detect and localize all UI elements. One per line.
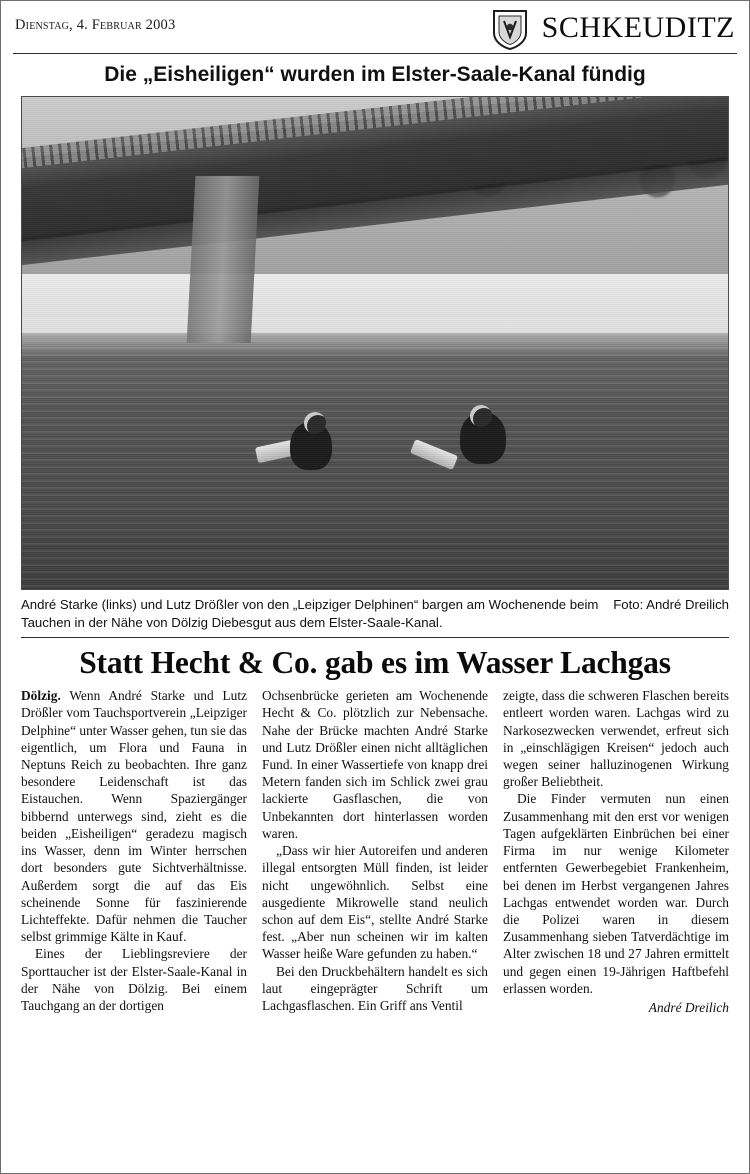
- paper-title: SCHKEUDITZ: [541, 11, 735, 44]
- publication-date: Dienstag, 4. Februar 2003: [15, 17, 176, 33]
- article-byline: André Dreilich: [648, 1000, 729, 1016]
- photo-bridge-pier: [187, 176, 259, 343]
- article-paragraph: „Dass wir hier Autoreifen und anderen illegal entsorgten Müll finden, ist leider nicht ungewöhnlich. Selbst eine ausgediente Mikrowelle stand neulich schon auf dem Eis“, stellte André Starke fest. „Aber nun scheinen wir im kalten Wasser heiße Ware gefunden zu haben.“: [262, 843, 488, 962]
- photo-caption-text: André Starke (links) und Lutz Drößler von den „Leipziger Delphinen“ bargen am Wochenende beim Tauchen in der Nähe von Dölzig Diebesgut aus dem Elster-Saale-Kanal.: [21, 597, 599, 630]
- masthead-divider: [13, 53, 737, 54]
- article-paragraph: Ochsenbrücke gerieten am Wochenende Hecht & Co. plötzlich zur Nebensache. Nahe der Brücke machten André Starke und Lutz Drößler einen nicht alltäglichen Fund. In einer Wassertiefe von knapp drei Metern fanden sich im Schlick zwei grau lackierte Gasflaschen, die von Unbekannten dort hinterlassen worden waren.: [262, 688, 488, 841]
- article-paragraph-text: Wenn André Starke und Lutz Drößler vom Tauchsportverein „Leipziger Delphine“ unter Wasser gehen, tun sie das eigentlich, um Flora und Fauna in Neptuns Reich zu beobachten. Ihre ganz besondere Leidenschaft ist das Eistauchen. Wenn Spaziergänger bibbernd unterwegs sind, zieht es die beiden „Eisheiligen“ geradezu magisch ins Wasser, denn im Winter herrschen dort besonders gute Sichtverhältnisse. Außerdem sorgt die auf das Eis scheinende Sonne für faszinierende Lichteffekte. Dafür nehmen die Taucher selbst grimmige Kälte in Kauf.: [21, 688, 247, 945]
- article-paragraph: zeigte, dass die schweren Flaschen bereits entleert worden waren. Lachgas wird zu Narkosezwecken verwendet, erfreut sich in „einschlägigen Kreisen“ jedoch auch wegen seiner halluzinogenen Wirkung großer Beliebtheit.: [503, 688, 729, 790]
- photo-water-ripples: [22, 333, 728, 589]
- caption-divider: [21, 637, 729, 638]
- coat-of-arms-icon: [488, 7, 532, 51]
- article-paragraph: Bei den Druckbehältern handelt es sich laut eingeprägter Schrift um Lachgasflaschen. Ein Griff ans Ventil: [262, 963, 488, 1014]
- photo-credit: Foto: André Dreilich: [613, 597, 729, 612]
- photo-caption: [21, 596, 729, 631]
- article-photo: [21, 96, 729, 590]
- article-column-1: [21, 687, 247, 1016]
- article-dateline: Dölzig.: [21, 688, 61, 704]
- article-paragraph: [21, 687, 247, 945]
- masthead-title-group: [488, 7, 735, 51]
- article-headline: Statt Hecht & Co. gab es im Wasser Lachgas: [79, 645, 671, 681]
- photo-diver-hood: [470, 405, 492, 427]
- article-body: [21, 687, 729, 1016]
- photo-ice-edge: [22, 318, 728, 357]
- article-column-2: [262, 687, 488, 1016]
- kicker-headline: Die „Eisheiligen“ wurden im Elster-Saale-Kanal fündig: [104, 63, 646, 86]
- masthead: [13, 7, 737, 51]
- article-column-3: [503, 687, 729, 1016]
- article-paragraph: Die Finder vermuten nun einen Zusammenhang mit den erst vor wenigen Tagen aufgeklärten Einbrüchen bei einer Firma im nur wenige Kilometer entfernten Gewerbegebiet Frankenheim, bei denen im Herbst vergangenen Jahres Lachgas entwendet worden war. Durch die Polizei waren in diesem Zusammenhang sieben Tatverdächtige im Alter zwischen 18 und 27 Jahren ermittelt und gegen einen 19-Jährigen Haftbefehl erlassen worden.: [503, 791, 729, 996]
- article-paragraph: Eines der Lieblingsreviere der Sporttaucher ist der Elster-Saale-Kanal in der Nähe von Dölzig. Bei einem Tauchgang an der dortigen: [21, 946, 247, 1014]
